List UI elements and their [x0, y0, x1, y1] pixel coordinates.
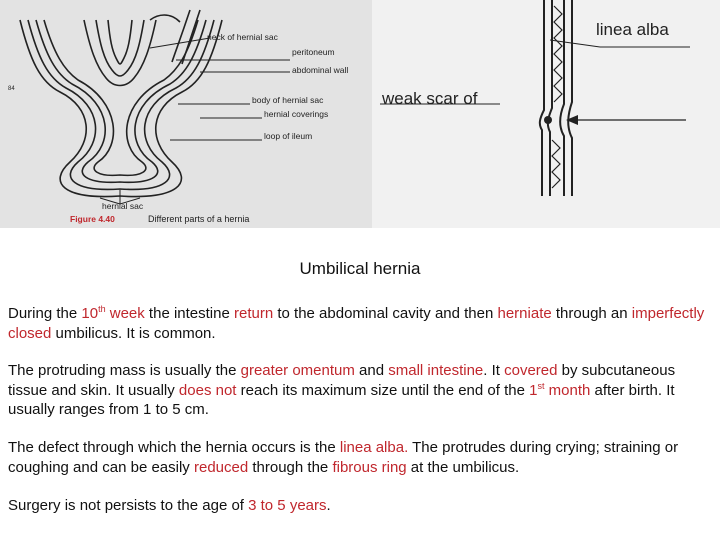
hernia-parts-figure — [0, 0, 372, 228]
paragraph-development — [8, 304, 714, 343]
highlight-return: return — [234, 305, 274, 322]
week-word: week — [105, 305, 145, 322]
weak-point-dot — [544, 116, 552, 124]
paragraph-contents — [8, 361, 714, 420]
text: to the abdominal cavity and then — [273, 305, 498, 322]
text: the intestine — [144, 305, 234, 322]
highlight-omentum: greater omentum — [240, 362, 355, 379]
paragraph-defect — [8, 438, 714, 477]
text: . — [326, 497, 331, 514]
text: reach its maximum size until the end of the — [236, 381, 530, 399]
week-number: 10 — [81, 305, 99, 322]
text: Surgery is not persists to the age of — [8, 497, 249, 514]
text: During the — [8, 305, 82, 322]
highlight-week — [81, 305, 144, 322]
text: The protruding mass is usually the — [8, 362, 241, 379]
highlight-linea-alba: linea alba. — [339, 439, 409, 456]
highlight-fibrous-ring: fibrous ring — [332, 458, 407, 476]
label-neck: neck of hernial sac — [207, 32, 278, 42]
text: The defect through which the hernia occurs is the — [8, 439, 340, 456]
highlight-month — [529, 382, 590, 399]
highlight-imperfect: imperfectly closed — [8, 305, 705, 342]
label-peritoneum: peritoneum — [292, 47, 335, 57]
text: The protrudes during crying; straining or coughing and can be easily — [8, 439, 679, 476]
label-body: body of hernial sac — [252, 95, 324, 105]
label-abdominal-wall: abdominal wall — [292, 65, 349, 75]
month-word: month — [544, 381, 591, 399]
text: at the umbilicus. — [406, 458, 520, 476]
paragraph-surgery — [8, 496, 714, 516]
highlight-covered: covered — [504, 362, 558, 379]
label-linea-alba: linea alba — [596, 20, 669, 39]
month-suffix: st — [537, 380, 545, 391]
figure-caption-text: Different parts of a hernia — [148, 214, 250, 224]
text: . It — [483, 362, 505, 379]
month-number: 1 — [529, 381, 538, 399]
label-coverings: hernial coverings — [264, 109, 329, 119]
text: by subcutaneous tissue and skin. It usually — [8, 362, 676, 399]
page-title: Umbilical hernia — [299, 259, 421, 278]
text: through the — [248, 458, 333, 476]
figure-caption-number: Figure 4.40 — [70, 214, 115, 224]
highlight-years: 3 to 5 years — [248, 497, 327, 514]
highlight-small-intestine: small intestine — [388, 362, 484, 379]
margin-number: 84 — [8, 86, 15, 92]
highlight-does-not: does not — [178, 381, 237, 399]
label-sac: hernial sac — [102, 201, 144, 211]
text: after birth. It usually ranges from 1 to 5 cm. — [8, 381, 675, 418]
text: and — [354, 362, 389, 379]
linea-alba-diagram — [372, 0, 720, 228]
label-weak-scar: weak scar of — [382, 89, 478, 108]
week-suffix: th — [98, 304, 106, 314]
hernia-diagram — [0, 0, 372, 228]
text: through an — [551, 305, 632, 322]
label-loop: loop of ileum — [264, 131, 313, 141]
text: umbilicus. It is common. — [51, 324, 216, 342]
linea-alba-figure — [372, 0, 720, 228]
highlight-herniate: herniate — [497, 305, 552, 322]
highlight-reduced: reduced — [193, 458, 249, 476]
